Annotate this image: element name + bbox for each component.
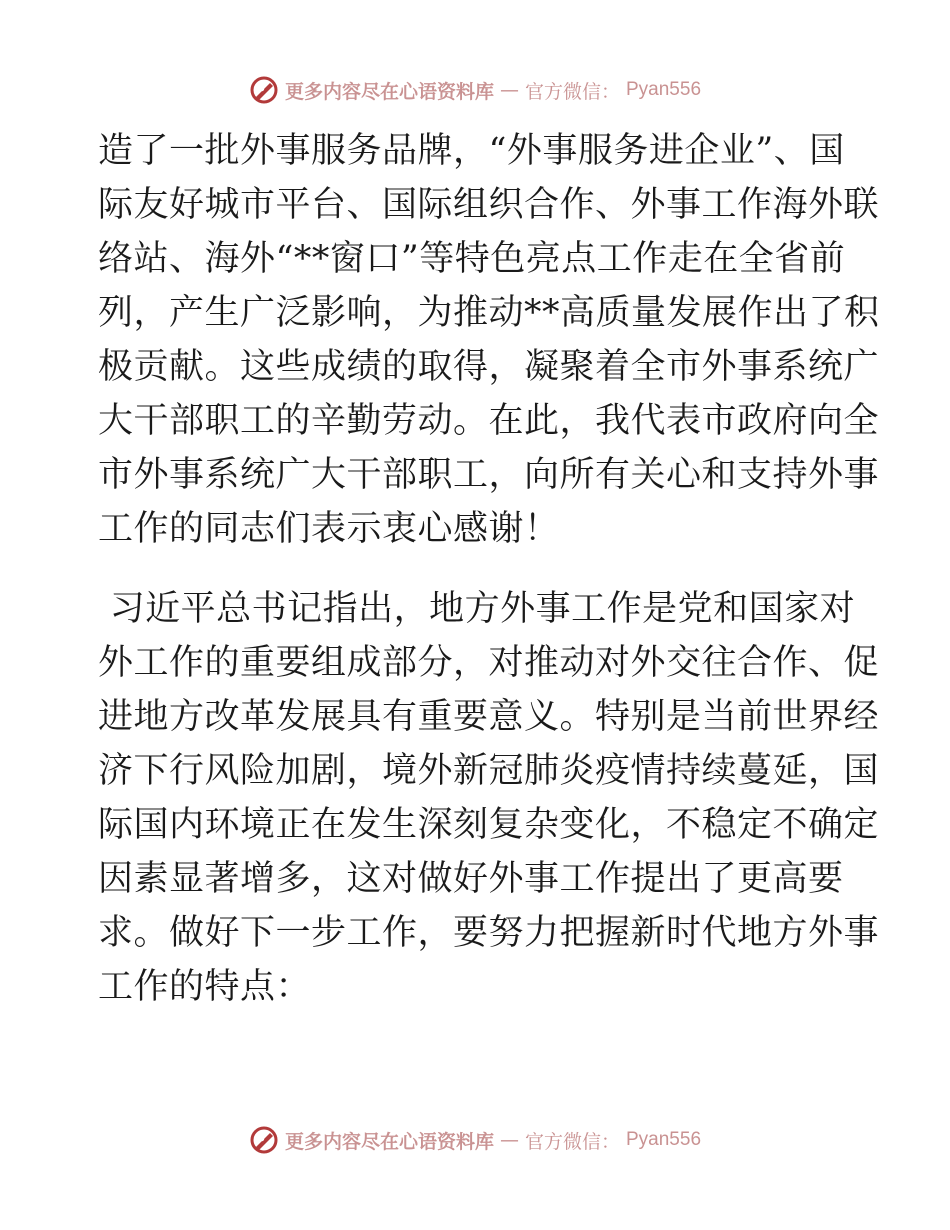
banner-wechat-id: Pyan556 (626, 1129, 702, 1150)
banner-dash: — (499, 79, 519, 101)
banner-wechat-id: Pyan556 (626, 79, 702, 100)
footer-banner (0, 1120, 950, 1160)
text-line: 求。做好下一步工作，要努力把握新时代地方外事 (98, 913, 880, 953)
text-line: 工作的特点： (98, 967, 312, 1007)
text-line: 大干部职工的辛勤劳动。在此，我代表市政府向全 (98, 401, 880, 441)
banner-text: 更多内容尽在心语资料库 (284, 80, 494, 103)
text-line: 络站、海外“**窗口”等特色亮点工作走在全省前 (98, 239, 846, 279)
text-line: 进地方改革发展具有重要意义。特别是当前世界经 (98, 697, 880, 737)
text-line: 济下行风险加剧，境外新冠肺炎疫情持续蔓延，国 (98, 751, 880, 791)
text-line: 极贡献。这些成绩的取得，凝聚着全市外事系统广 (98, 347, 880, 387)
text-line: 列，产生广泛影响，为推动**高质量发展作出了积 (98, 293, 880, 333)
text-line: 习近平总书记指出，地方外事工作是党和国家对 (98, 589, 856, 629)
text-line: 造了一批外事服务品牌，“外事服务进企业”、国 (98, 131, 845, 171)
text-line: 际友好城市平台、国际组织合作、外事工作海外联 (98, 185, 880, 225)
banner-wechat-label: 官方微信： (524, 80, 620, 103)
document-body (98, 124, 880, 1014)
text-line: 际国内环境正在发生深刻复杂变化，不稳定不确定 (98, 805, 880, 845)
paragraph-1 (98, 124, 880, 556)
banner-text: 更多内容尽在心语资料库 (284, 1130, 494, 1153)
logo-icon (249, 1125, 279, 1155)
paragraph-2 (98, 582, 880, 1014)
paragraph-spacer (98, 556, 850, 582)
text-line: 市外事系统广大干部职工，向所有关心和支持外事 (98, 455, 880, 495)
text-line: 因素显著增多，这对做好外事工作提出了更高要 (98, 859, 844, 899)
header-banner (0, 70, 950, 110)
logo-icon (249, 75, 279, 105)
banner-wechat-label: 官方微信： (524, 1130, 620, 1153)
text-line: 工作的同志们表示衷心感谢！ (98, 509, 560, 549)
text-line: 外工作的重要组成部分，对推动对外交往合作、促 (98, 643, 880, 683)
banner-dash: — (499, 1129, 519, 1151)
